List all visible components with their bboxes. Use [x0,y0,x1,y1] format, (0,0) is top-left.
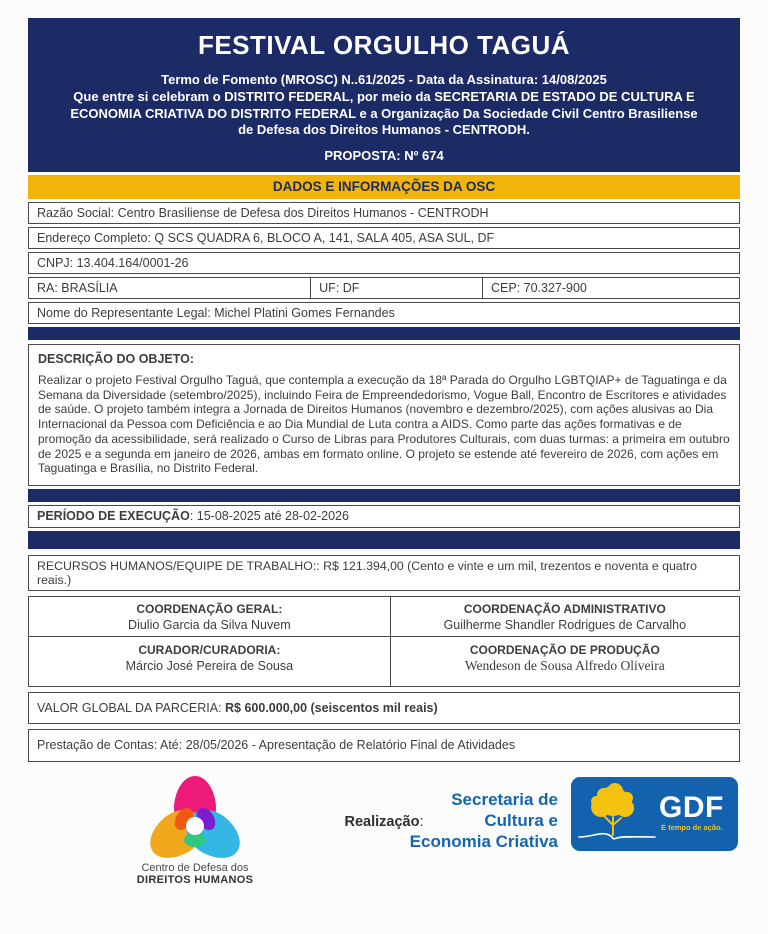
secretaria-cultura-logo [410,789,558,852]
ra-cell: RA: BRASÍLIA [37,281,118,295]
navy-separator-3 [28,531,740,549]
descricao-objeto-label: DESCRIÇÃO DO OBJETO: [38,352,195,366]
valor-global-row [28,692,740,724]
centrodh-logo [135,774,255,886]
document-header [28,18,740,172]
curadoria-cell [29,636,390,686]
recursos-humanos-row: RECURSOS HUMANOS/EQUIPE DE TRABALHO:: R$ 121.394,00 (Cento e vinte e um mil, trezentos e noventa e quatro reais.) [28,555,740,591]
coordenacao-geral-cell [29,597,390,636]
endereco-row: Endereço Completo: Q SCS QUADRA 6, BLOCO A, 141, SALA 405, ASA SUL, DF [28,227,740,249]
navy-separator-2 [28,489,740,502]
coordenacao-admin-title: COORDENAÇÃO ADMINISTRATIVO [463,601,666,616]
producao-title: COORDENAÇÃO DE PRODUÇÃO [469,642,660,657]
secretaria-line1: Secretaria de [451,790,558,809]
curadoria-name: Márcio José Pereira de Sousa [125,658,294,673]
producao-name: Wendeson de Sousa Alfredo Oliveira [464,657,665,673]
uf-cell: UF: DF [310,278,482,298]
document-title: FESTIVAL ORGULHO TAGUÁ [197,30,571,60]
equipe-grid [28,596,740,687]
gdf-logo [571,777,738,851]
cnpj-row: CNPJ: 13.404.164/0001-26 [28,252,740,274]
periodo-label: PERÍODO DE EXECUÇÃO [37,509,190,524]
document-page [28,18,740,830]
descricao-objeto-box [28,344,740,486]
gdf-acronym: GDF [659,791,724,824]
periodo-value: : 15-08-2025 até 28-02-2026 [189,509,349,524]
secretaria-line2: Cultura e [484,811,558,830]
centrodh-caption-line1: Centro de Defesa dos [141,862,249,874]
valor-global-value: R$ 600.000,00 (seiscentos mil reais) [225,700,438,715]
coordenacao-admin-cell [390,597,739,636]
centrodh-caption-line2: DIREITOS HUMANOS [136,874,254,886]
coordenacao-admin-name: Guilherme Shandler Rodrigues de Carvalho [443,617,687,632]
producao-cell [390,636,739,686]
ipe-tree-icon [571,777,661,851]
navy-separator-1 [28,327,740,340]
secretaria-line3: Economia Criativa [409,832,558,851]
periodo-execucao-row [28,505,740,528]
agreement-parties-text: Que entre si celebram o DISTRITO FEDERAL, por meio da SECRETARIA DE ESTADO DE CULTURA E ECONOMIA CRIATIVA DO DISTRITO FEDERAL e a Organização Da Sociedade Civil Centro Brasiliense de Defesa dos Direitos Humanos - CENTRODH. [70,89,698,137]
descricao-objeto-text: Realizar o projeto Festival Orgulho Taguá, que contempla a execução da 18ª Parada do Orgulho LGBTQIAP+ de Taguatinga e da Semana da Diversidade (setembro/2025), incluindo Feira de Empreendedorismo, Vogue Ball, Encontro de Escritores e atividades de saúde. O projeto também integra a Jornada de Direitos Humanos (novembro e dezembro/2025), com ações alusivas ao Dia Internacional da Pessoa com Deficiência e ao Dia Mundial de Luta contra a AIDS. Como parte das ações formativas e de promoção da acessibilidade, será realizado o Curso de Libras para Produtores Culturais, com duas turmas: a primeira em outubro de 2025 e a segunda em janeiro de 2026, ambas em formato online. O projeto se estende até fevereiro de 2026, com ações em Taguatinga e Brasília, no Distrito Federal. [38,373,730,476]
realizacao-colon: : [419,813,424,830]
coordenacao-geral-title: COORDENAÇÃO GERAL: [136,601,283,616]
agreement-number-line: Termo de Fomento (MROSC) N..61/2025 - Data da Assinatura: 14/08/2025 [161,72,607,87]
coordenacao-geral-name: Diulio Garcia da Silva Nuvem [128,617,291,632]
prestacao-contas-row: Prestação de Contas: Até: 28/05/2026 - Apresentação de Relatório Final de Atividades [28,729,740,762]
proposal-number: PROPOSTA: Nº 674 [324,147,444,163]
razao-social-row: Razão Social: Centro Brasiliense de Defesa dos Direitos Humanos - CENTRODH [28,202,740,224]
valor-global-label: VALOR GLOBAL DA PARCERIA: [37,700,226,715]
osc-section-band: DADOS E INFORMAÇÕES DA OSC [28,175,740,199]
cep-cell: CEP: 70.327-900 [482,278,739,298]
ra-uf-cep-row [28,277,740,299]
curadoria-title: CURADOR/CURADORIA: [138,642,281,657]
realizacao-label: Realização [344,813,420,830]
centrodh-petals-icon [145,774,245,860]
representante-row: Nome do Representante Legal: Michel Platini Gomes Fernandes [28,302,740,324]
gdf-tagline: É tempo de ação. [661,823,723,832]
